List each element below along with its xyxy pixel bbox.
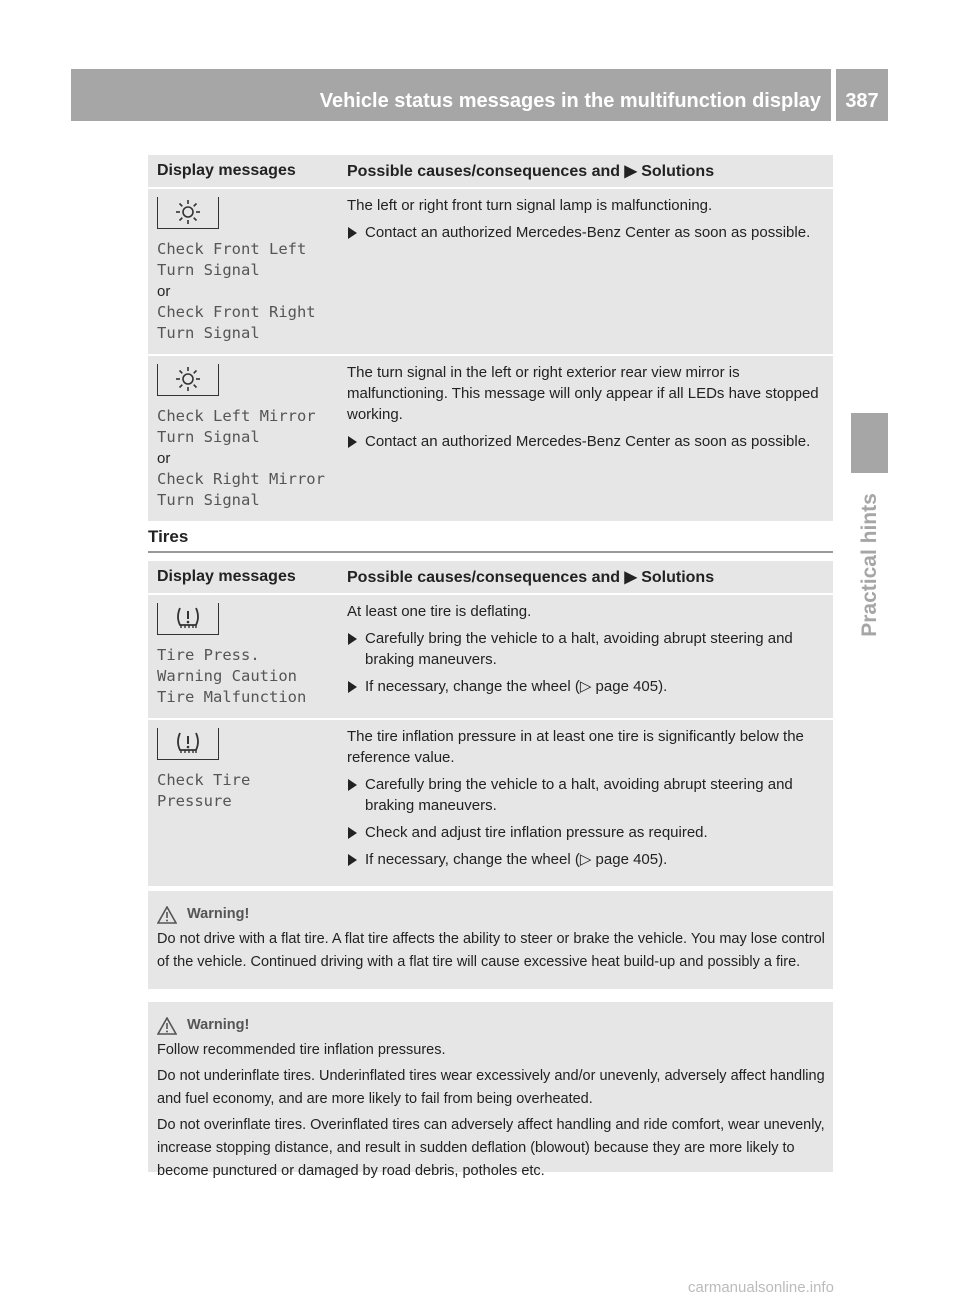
causes-cell: [338, 720, 833, 886]
warning-text: Do not drive with a flat tire. A flat tire affects the ability to steer or brake the vehicle. You may lose control of the vehicle. Continued driving with a flat tire will cause excessive heat build-up and possibly a fire.: [157, 931, 825, 970]
warning-text: Do not overinflate tires. Overinflated tires can adversely affect handling and ride comfort, wear unevenly, increase stopping distance, and result in sudden deflation (blowout) because they are more likely to become punctured or damaged by road debris, potholes etc.: [157, 1117, 825, 1179]
causes-cell: [338, 356, 833, 521]
col-header-causes: Possible causes/consequences and ▶ Solutions: [338, 155, 833, 187]
warning-box: [148, 891, 833, 989]
display-messages-table-lights: [148, 153, 833, 523]
display-message-cell: [148, 189, 338, 354]
warning-title: [157, 1014, 825, 1037]
tire-pressure-icon: [157, 603, 219, 635]
solution-step: Contact an authorized Mercedes-Benz Center as soon as possible.: [347, 222, 827, 243]
warning-triangle-icon: [157, 1017, 177, 1035]
side-tab: [851, 480, 888, 650]
or-label: or: [157, 283, 171, 300]
solution-step: Carefully bring the vehicle to a halt, avoiding abrupt steering and braking maneuvers.: [347, 774, 827, 816]
solution-step: If necessary, change the wheel (▷ page 405).: [347, 676, 827, 697]
display-message: Check Front Left Turn Signal: [157, 240, 307, 279]
display-message: Check Right Mirror Turn Signal: [157, 470, 325, 509]
table-row: [148, 720, 833, 886]
display-message-cell: [148, 356, 338, 521]
page-title: Vehicle status messages in the multifunction display: [319, 90, 821, 112]
display-messages-table-tires: [148, 559, 833, 888]
warning-title: [157, 903, 825, 926]
warning-title-text: Warning!: [187, 1017, 250, 1033]
col-header-display: Display messages: [148, 155, 338, 187]
warning-box: [148, 1002, 833, 1179]
section-title: Tires: [148, 527, 833, 553]
cause-text: The tire inflation pressure in at least one tire is significantly below the reference value.: [347, 728, 804, 766]
page-number: 387: [836, 69, 888, 121]
tire-pressure-icon: [157, 728, 219, 760]
warning-title-text: Warning!: [187, 906, 250, 922]
warning-text: Follow recommended tire inflation pressures.: [157, 1042, 446, 1058]
causes-cell: [338, 595, 833, 718]
side-tab-block: [851, 413, 888, 473]
causes-cell: [338, 189, 833, 354]
display-message: Tire Press. Warning Caution Tire Malfunction: [157, 646, 307, 706]
display-message-cell: [148, 595, 338, 718]
display-message-cell: [148, 720, 338, 886]
solution-step: If necessary, change the wheel (▷ page 405).: [347, 849, 827, 870]
warning-text: Do not underinflate tires. Underinflated tires wear excessively and/or unevenly, adversely affect handling and fuel economy, and are more likely to fail from being overheated.: [157, 1068, 825, 1107]
cause-text: At least one tire is deflating.: [347, 603, 532, 620]
watermark: carmanualsonline.info: [688, 1279, 834, 1296]
table-row: [148, 595, 833, 718]
solution-step: Check and adjust tire inflation pressure as required.: [347, 822, 827, 843]
turn-signal-lamp-icon: [157, 197, 219, 229]
display-message: Check Left Mirror Turn Signal: [157, 407, 316, 446]
table-row: [148, 356, 833, 521]
solution-step: Contact an authorized Mercedes-Benz Center as soon as possible.: [347, 431, 827, 452]
cause-text: The left or right front turn signal lamp is malfunctioning.: [347, 197, 713, 214]
col-header-display: Display messages: [148, 561, 338, 593]
display-message: Check Tire Pressure: [157, 771, 251, 810]
col-header-causes: Possible causes/consequences and ▶ Solutions: [338, 561, 833, 593]
or-label: or: [157, 450, 171, 467]
side-tab-label: Practical hints: [857, 493, 881, 637]
table-row: [148, 189, 833, 354]
cause-text: The turn signal in the left or right exterior rear view mirror is malfunctioning. This message will only appear if all LEDs have stopped working.: [347, 364, 819, 423]
turn-signal-lamp-icon: [157, 364, 219, 396]
solution-step: Carefully bring the vehicle to a halt, avoiding abrupt steering and braking maneuvers.: [347, 628, 827, 670]
warning-triangle-icon: [157, 906, 177, 924]
display-message: Check Front Right Turn Signal: [157, 303, 316, 342]
